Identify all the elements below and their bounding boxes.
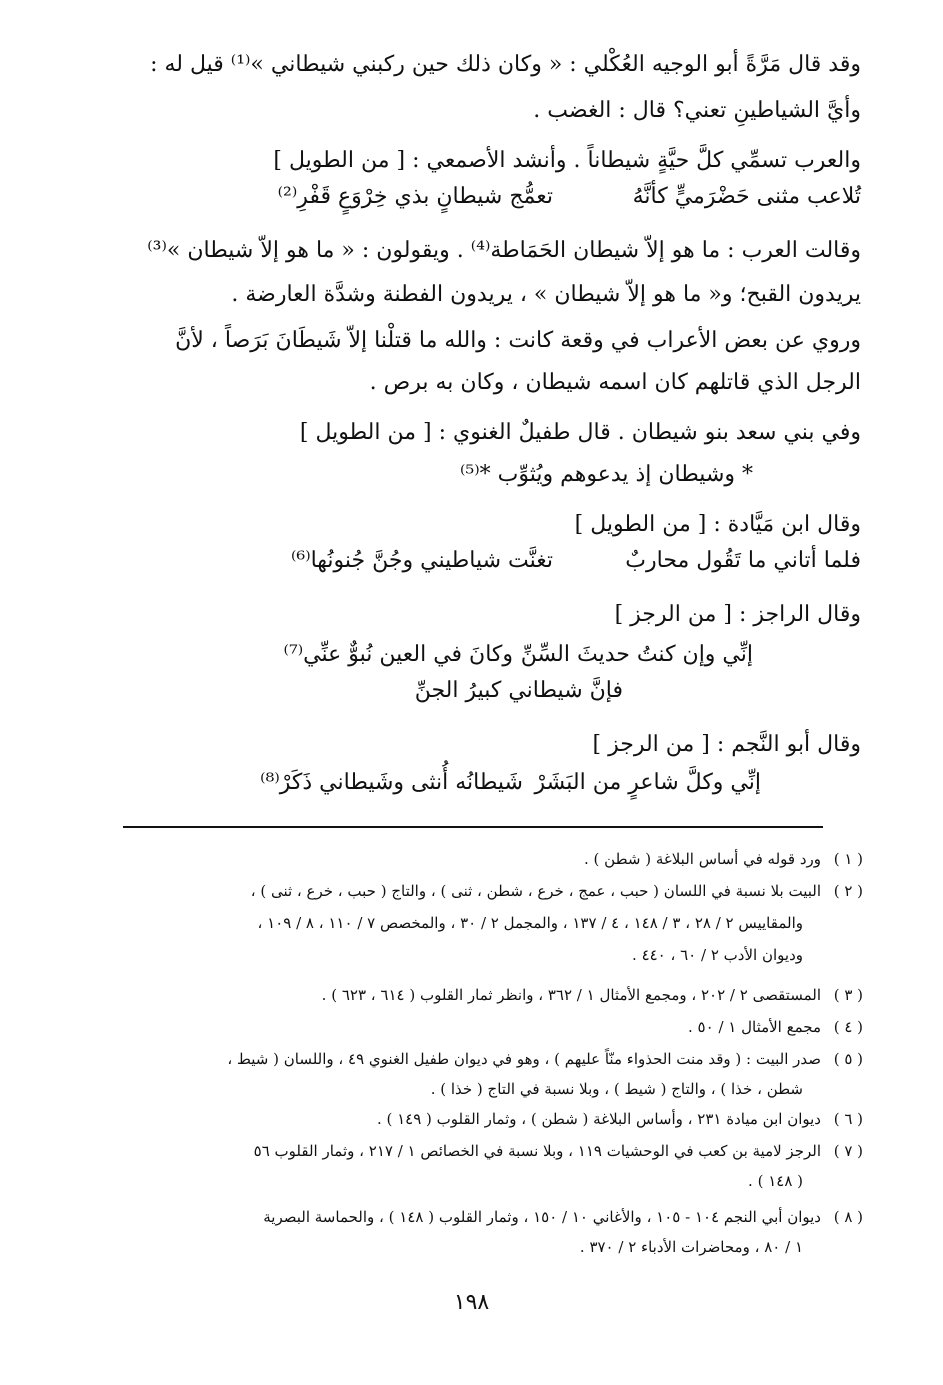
page-number: ١٩٨ [453, 1290, 490, 1315]
footnote-number: ( ٧ ) [833, 1142, 863, 1160]
verse-hemistich-second: تعمُّج شيطانٍ بذي خِرْوَعٍ قَفْرِ⁽²⁾ [277, 184, 553, 209]
paragraph-line: وقالت العرب : ما هو إلاّ شيطان الحَمَاطة⁽⁴⁾ . ويقولون : « ما هو إلاّ شيطان »⁽³⁾ [147, 238, 861, 263]
verse-line: * وشيطان إذ يدعوهم ويُثوِّب *⁽⁵⁾ [460, 462, 753, 487]
footnote-text: الرجز لامية بن كعب في الوحشيات ١١٩ ، وبلا نسبة في الخصائص ١ / ٢١٧ ، وثمار القلوب ٥٦ [253, 1142, 821, 1160]
footnote-number: ( ٣ ) [833, 986, 863, 1004]
paragraph-line: والعرب تسمِّي كلَّ حيَّةٍ شيطاناً . وأنشد الأصمعي : [ من الطويل ] [273, 148, 861, 173]
footnote-text: ورد قوله في أساس البلاغة ( شطن ) . [584, 850, 821, 868]
footnote-text: ١ / ٨٠ ، ومحاضرات الأدباء ٢ / ٣٧٠ . [579, 1238, 803, 1256]
footnote-text: شطن ، خذا ) ، والتاج ( شيط ) ، وبلا نسبة في التاج ( خذا ) . [430, 1080, 803, 1098]
paragraph-line: يريدون القبح؛ و« ما هو إلاّ شيطان » ، يريدون الفطنة وشدَّة العارضة . [231, 282, 861, 307]
footnote-number: ( ٨ ) [833, 1208, 863, 1226]
footnote-text: البيت بلا نسبة في اللسان ( حبب ، عمج ، خرع ، شطن ، ثنى ) ، والتاج ( حبب ، خرع ، ثنى ) ، [250, 882, 821, 900]
footnote-text: مجمع الأمثال ١ / ٥٠ . [688, 1018, 821, 1036]
paragraph-line: الرجل الذي قاتلهم كان اسمه شيطان ، وكان به برص . [369, 370, 861, 395]
footnote-text: والمقاييس ٢ / ٢٨ ، ٣ / ١٤٨ ، ٤ / ١٣٧ ، والمجمل ٢ / ٣٠ ، والمخصص ٧ / ١١٠ ، ٨ / ١٠٩ ، [257, 914, 803, 932]
footnote-number: ( ٥ ) [833, 1050, 863, 1068]
verse-hemistich-first: تُلاعب مثنى حَضْرَميٍّ كأنَّهُ [632, 184, 861, 209]
footnote-text: وديوان الأدب ٢ / ٦٠ ، ٤٤٠ . [632, 946, 803, 964]
paragraph-line: وفي بني سعد بنو شيطان . قال طفيلٌ الغنوي : [ من الطويل ] [299, 420, 861, 445]
paragraph-line: وقال ابن مَيَّادة : [ من الطويل ] [574, 512, 861, 537]
paragraph-line: وأيَّ الشياطينِ تعني؟ قال : الغضب . [533, 98, 861, 123]
footnote-number: ( ٢ ) [833, 882, 863, 900]
paragraph-line: وقال أبو النَّجم : [ من الرجز ] [592, 732, 861, 757]
verse-hemistich-first: إنِّي وإن كنتُ حديثَ السِّنِّ [520, 642, 753, 667]
footnote-text: المستقصى ٢ / ٢٠٢ ، ومجمع الأمثال ١ / ٣٦٢ ، وانظر ثمار القلوب ( ٦١٤ ، ٦٢٣ ) . [321, 986, 821, 1004]
paragraph-line: وقد قال مَرَّةً أبو الوجيه العُكْلي : « وكان ذلك حين ركبني شيطاني »⁽¹⁾ قيل له : [150, 52, 861, 77]
footnote-text: ديوان ابن ميادة ٢٣١ ، وأساس البلاغة ( شطن ) ، وثمار القلوب ( ١٤٩ ) . [376, 1110, 821, 1128]
verse-hemistich-second: تغنَّت شياطيني وجُنَّ جُنونُها⁽⁶⁾ [290, 548, 553, 573]
verse-hemistich-first: إنِّي وكلَّ شاعرٍ من البَشَرْ [534, 770, 761, 795]
verse-line: فإنَّ شيطاني كبيرُ الجنِّ [414, 678, 623, 703]
footnote-text: ديوان أبي النجم ١٠٤ - ١٠٥ ، والأغاني ١٠ / ١٥٠ ، وثمار القلوب ( ١٤٨ ) ، والحماسة البصرية [263, 1208, 821, 1226]
footnote-number: ( ٤ ) [833, 1018, 863, 1036]
footnote-number: ( ٦ ) [833, 1110, 863, 1128]
verse-hemistich-second: شَيطانُه أُنثى وشَيطاني ذَكَرْ⁽⁸⁾ [260, 770, 523, 795]
verse-hemistich-first: فلما أتاني ما تَقُول محاربٌ [625, 548, 861, 573]
paragraph-line: وروي عن بعض الأعراب في وقعة كانت : والله ما قتلْنا إلاّ شَيطَانَ بَرَصاً ، لأنَّ [175, 328, 861, 353]
paragraph-line: وقال الراجز : [ من الرجز ] [614, 602, 861, 627]
footnote-text: صدر البيت : ( وقد منت الحذواء منّاً عليهم ) ، وهو في ديوان طفيل الغنوي ٤٩ ، واللسان ( شيط ، [227, 1050, 821, 1068]
footnote-separator [123, 826, 823, 828]
footnote-number: ( ١ ) [833, 850, 863, 868]
verse-hemistich-second: وكانَ في العين نُبوٌّ عنِّي⁽⁷⁾ [283, 642, 513, 667]
footnote-text: ( ١٤٨ ) . [748, 1172, 803, 1190]
